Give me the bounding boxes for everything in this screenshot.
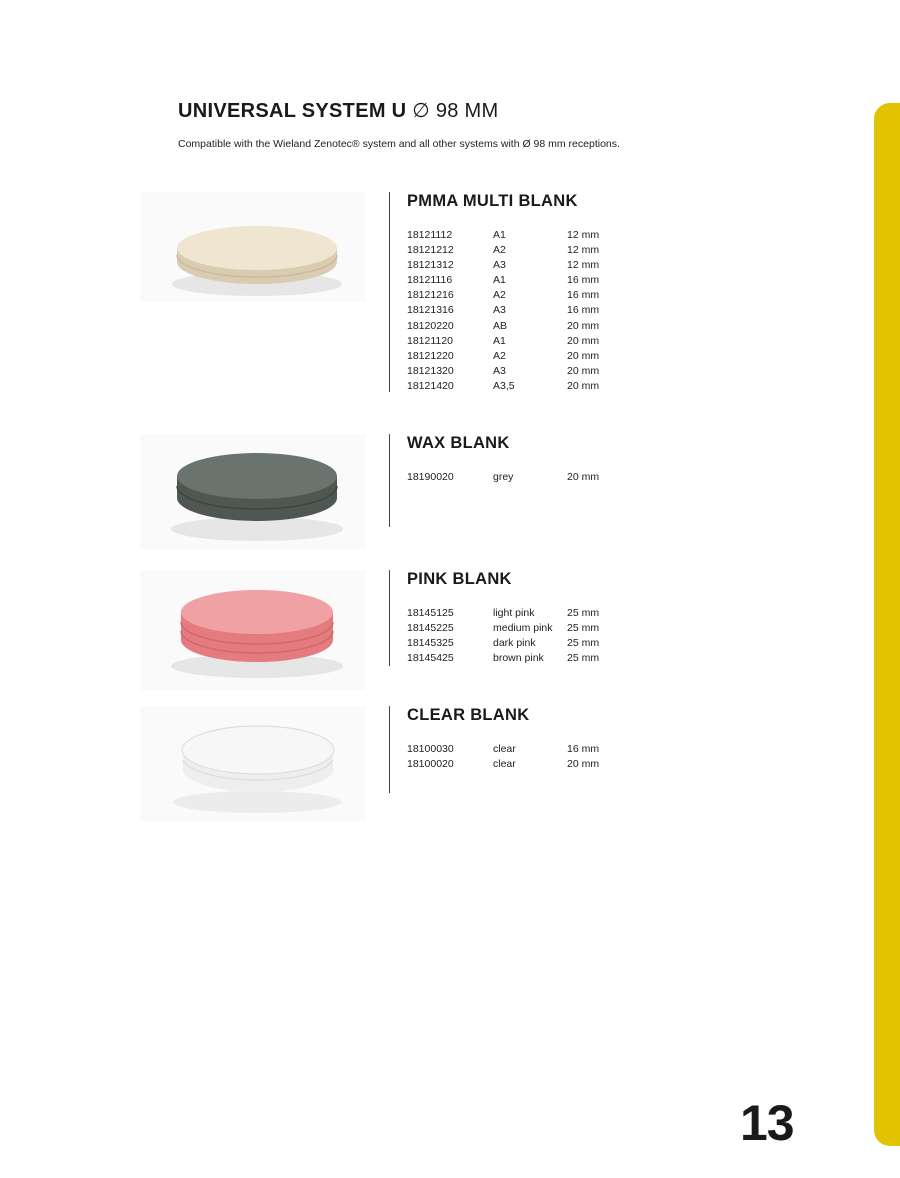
article-number: 18145125 (407, 607, 454, 619)
height: 25 mm (567, 607, 600, 619)
table-row (407, 243, 627, 258)
shade: dark pink (493, 637, 536, 650)
section-heading: CLEAR BLANK (407, 706, 530, 724)
shade: A3 (493, 364, 506, 377)
article-number: 18120220 (407, 319, 454, 332)
height: 16 mm (567, 289, 600, 302)
article-number: 18121212 (407, 244, 454, 257)
table-row (407, 757, 627, 772)
shade: A1 (493, 229, 506, 241)
table-row (407, 470, 627, 485)
wax-blank-image (140, 434, 365, 549)
table-row (407, 303, 627, 318)
article-number: 18145425 (407, 652, 454, 665)
table-row (407, 379, 627, 394)
pink-blank-image (140, 570, 365, 690)
height: 16 mm (567, 274, 600, 287)
shade: A1 (493, 334, 506, 347)
table-row (407, 258, 627, 273)
page-number: 13 (740, 1095, 794, 1151)
shade: A3,5 (493, 379, 515, 392)
height: 20 mm (567, 334, 600, 347)
section-divider-line (389, 570, 390, 666)
article-number: 18121112 (407, 229, 453, 241)
table-row (407, 651, 627, 666)
table-row (407, 742, 627, 757)
page-subtitle: Compatible with the Wieland Zenotec® system and all other systems with Ø 98 mm receptions. (178, 138, 620, 150)
height: 20 mm (567, 471, 600, 483)
shade: brown pink (493, 652, 544, 665)
article-number: 18145225 (407, 622, 454, 635)
pmma-table (407, 228, 627, 394)
shade: medium pink (493, 622, 553, 635)
article-number: 18121120 (407, 334, 453, 347)
article-number: 18100030 (407, 743, 454, 755)
article-number: 18121320 (407, 364, 454, 377)
article-number: 18100020 (407, 758, 454, 771)
section-heading: WAX BLANK (407, 434, 510, 452)
title-main: UNIVERSAL SYSTEM U (178, 100, 407, 122)
shade: clear (493, 758, 516, 771)
height: 20 mm (567, 379, 600, 392)
shade: A3 (493, 259, 506, 272)
table-row (407, 364, 627, 379)
section-heading: PINK BLANK (407, 570, 512, 588)
article-number: 18121216 (407, 289, 454, 302)
pink-table (407, 606, 627, 666)
wax-table (407, 470, 627, 485)
shade: AB (493, 319, 508, 332)
height: 16 mm (567, 743, 600, 755)
article-number: 18121312 (407, 259, 454, 272)
shade: A2 (493, 244, 506, 257)
table-row (407, 228, 627, 243)
height: 16 mm (567, 304, 600, 317)
pmma-blank-image (140, 192, 365, 302)
height: 20 mm (567, 349, 600, 362)
table-row (407, 636, 627, 651)
shade: A1 (493, 274, 506, 287)
height: 20 mm (567, 319, 600, 332)
shade: clear (493, 743, 516, 755)
shade: light pink (493, 607, 535, 619)
table-row (407, 349, 627, 364)
article-number: 18121316 (407, 304, 454, 317)
section-clear (140, 706, 700, 821)
article-number: 18145325 (407, 637, 454, 650)
height: 12 mm (567, 259, 600, 272)
clear-table (407, 742, 627, 772)
table-row (407, 621, 627, 636)
shade: A2 (493, 349, 506, 362)
shade: A2 (493, 289, 506, 302)
article-number: 18121116 (407, 274, 453, 287)
section-divider-line (389, 706, 390, 793)
height: 25 mm (567, 622, 600, 635)
article-number: 18121420 (407, 379, 454, 392)
page-title (178, 98, 498, 123)
shade: grey (493, 471, 514, 483)
title-diameter: ∅ 98 MM (412, 100, 499, 122)
table-row (407, 288, 627, 303)
height: 25 mm (567, 652, 600, 665)
shade: A3 (493, 304, 506, 317)
height: 12 mm (567, 229, 600, 241)
section-divider-line (389, 434, 390, 527)
table-row (407, 319, 627, 334)
yellow-side-tab (874, 103, 900, 1146)
height: 25 mm (567, 637, 600, 650)
section-pink (140, 570, 700, 690)
section-divider-line (389, 192, 390, 392)
article-number: 18121220 (407, 349, 454, 362)
height: 20 mm (567, 758, 600, 771)
clear-blank-image (140, 706, 365, 821)
table-row (407, 273, 627, 288)
height: 20 mm (567, 364, 600, 377)
section-wax (140, 434, 700, 549)
height: 12 mm (567, 244, 600, 257)
table-row (407, 334, 627, 349)
article-number: 18190020 (407, 471, 454, 483)
table-row (407, 606, 627, 621)
section-pmma (140, 192, 700, 392)
section-heading: PMMA MULTI BLANK (407, 192, 578, 210)
